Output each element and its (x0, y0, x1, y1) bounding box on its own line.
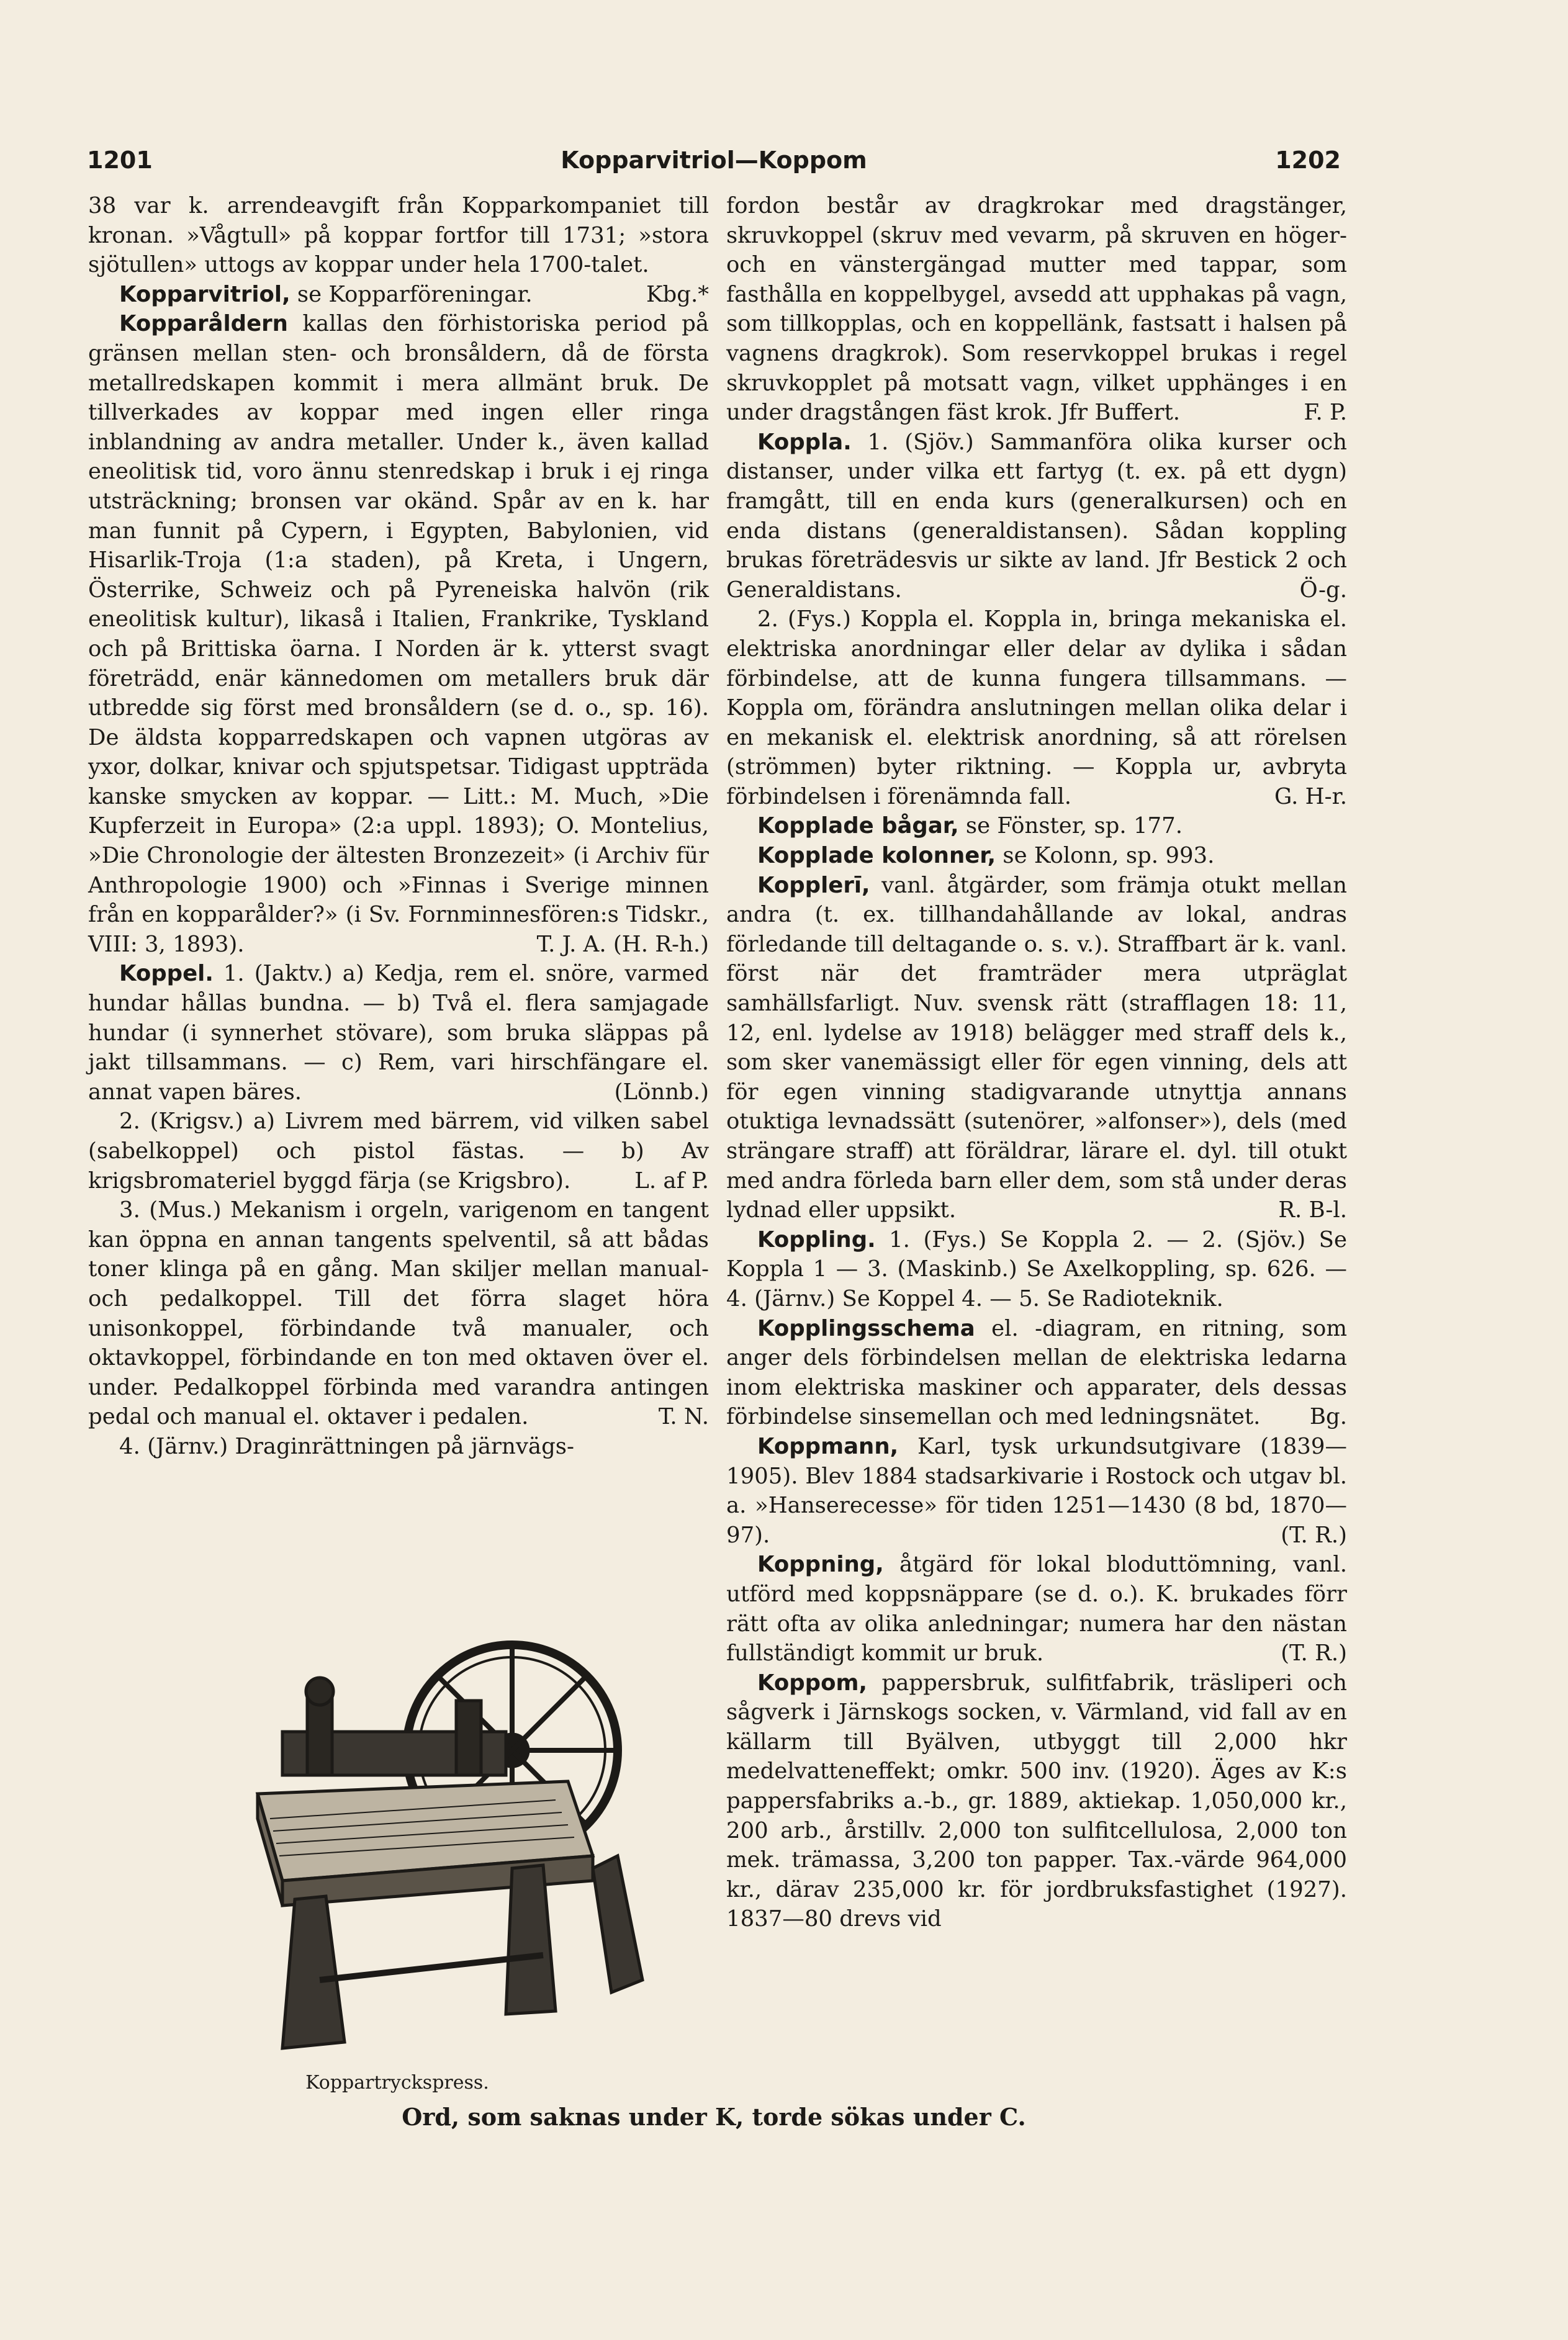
article-paragraph (726, 811, 1347, 841)
author-signature: L. af P. (634, 1168, 709, 1194)
article-paragraph (726, 191, 1347, 428)
article-text: vanl. åtgärder, som främja otukt mellan andra (t. ex. tillhandahållande av lokal, andras förledande till deltagande o. s. v.). Straffbart är k. vanl. först när det framträder mera utpräglat samhällsfarligt. Nuv. svensk rätt (strafflagen 18: 11, 12, enl. lydelse av 1918) belägger med straff dels k., som sker vanemässigt eller för egen vinning, dels att för egen vinning stadigvarande utnyttja annans otuktiga levnadssätt (sutenörer, »alfonser»), dels (med strängare straff) att föräldrar, lärare el. dyl. till otukt med andra förleda barn eller dem, som stå under deras lydnad eller uppsikt. (726, 872, 1347, 1223)
article-paragraph (726, 871, 1347, 1225)
article-paragraph (726, 1225, 1347, 1314)
author-signature: Ö-g. (1299, 577, 1347, 603)
article-paragraph (88, 280, 709, 310)
author-signature: (T. R.) (1281, 1522, 1347, 1548)
page-number-right: 1202 (1275, 146, 1341, 174)
article-text: 38 var k. arrendeavgift från Kopparkompaniet till kronan. »Vågtull» på koppar fortfor till 1731; »stora sjötullen» uttogs av koppar under hela 1700-talet. (88, 193, 709, 278)
headword: Kopplade bågar, (757, 813, 959, 839)
article-paragraph (88, 1107, 709, 1195)
article-text: pappersbruk, sulfitfabrik, träsliperi och sågverk i Järnskogs socken, v. Värmland, vid fall av en källarm till Byälven, utbyggt till 2,000 hkr medelvatteneffekt; omkr. 500 inv. (1920). Äges av K:s pappersfabriks a.-b., gr. 1889, aktiekap. 1,050,000 kr., 200 arb., årstillv. 2,000 ton sulfitcellulosa, 2,000 ton mek. trämassa, 3,200 ton papper. Tax.-värde 964,000 kr., därav 235,000 kr. för jordbruksfastighet (1927). 1837—80 drevs vid (726, 1670, 1347, 1932)
headword: Kopparvitriol, (119, 281, 291, 307)
headword: Kopplingsschema (757, 1315, 975, 1341)
article-paragraph (88, 309, 709, 959)
left-column (88, 191, 709, 1625)
headword: Koppmann, (757, 1433, 899, 1459)
author-signature: Bg. (1309, 1404, 1347, 1430)
author-signature: (T. R.) (1281, 1640, 1347, 1667)
headword: Kopparåldern (119, 311, 288, 337)
page-header (87, 146, 1341, 184)
article-paragraph (88, 1195, 709, 1432)
article-text: 1. (Sjöv.) Sammanföra olika kurser och distanser, under vilka ett fartyg (t. ex. på ett dygn) framgått, till en enda kurs (generalkursen) och en enda distans (generaldistansen). Sådan koppling brukas företrädesvis ur sikte av land. Jfr Bestick 2 och Generaldistans. (726, 429, 1347, 603)
author-signature: G. H-r. (1274, 783, 1347, 809)
article-text: se Fönster, sp. 177. (965, 813, 1183, 839)
article-paragraph (726, 841, 1347, 871)
running-title: Kopparvitriol—Koppom (561, 146, 867, 174)
article-text: åtgärd för lokal bloduttömning, vanl. utförd med koppsnäppare (se d. o.). K. brukades förr rätt ofta av olika anledningar; numera har den nästan fullständigt kommit ur bruk. (726, 1552, 1347, 1667)
article-text: 1. (Fys.) Se Koppla 2. — 2. (Sjöv.) Se Koppla 1 — 3. (Maskinb.) Se Axelkoppling, sp. 626. — 4. (Järnv.) Se Koppel 4. — 5. Se Radioteknik. (726, 1226, 1347, 1312)
headword: Koppel. (119, 961, 214, 987)
headword: Koppning, (757, 1552, 884, 1578)
headword: Koppom, (757, 1670, 867, 1696)
author-signature: (Lönnb.) (614, 1079, 709, 1105)
footer-note: Ord, som saknas under K, torde sökas under C. (402, 2103, 1026, 2131)
author-signature: F. P. (1304, 400, 1347, 426)
article-paragraph (88, 959, 709, 1107)
headword: Koppling. (757, 1226, 876, 1253)
article-text: kallas den förhistoriska period på gränsen mellan sten- och bronsåldern, då de första metallredskapen kommit i mera allmänt bruk. De tillverkades av koppar med ingen eller ringa inblandning av andra metaller. Under k., även kallad eneolitisk tid, voro ännu stenredskap i bruk i ej ringa utsträckning; bronsen var okänd. Spår av en k. har man funnit på Cypern, i Egypten, Babylonien, vid Hisarlik-Troja (1:a staden), på Kreta, i Ungern, Österrike, Schweiz och på Pyreneiska halvön (rik eneolitisk kultur), likaså i Italien, Frankrike, Tyskland och på Brittiska öarna. I Norden är k. ytterst svagt företrädd, enär kännedomen om metallers bruk där utbredde sig först med bronsåldern (se d. o., sp. 16). De äldsta kopparredskapen och vapnen utgöras av yxor, dolkar, knivar och spjutspetsar. Tidigast uppträda kanske smycken av koppar. — Litt.: M. Much, »Die Kupferzeit in Europa» (2:a uppl. 1893); O. Montelius, »Die Chronologie der ältesten Bronzezeit» (i Archiv für Anthropologie 1900) och »Finnas i Sverige minnen från en kopparålder?» (i Sv. Fornminnesfören:s Tidskr., VIII: 3, 1893). (88, 311, 709, 957)
article-text: 4. (Järnv.) Draginrättningen på järnvägs- (119, 1433, 575, 1459)
headword: Kopplade kolonner, (757, 843, 996, 869)
article-text: fordon består av dragkrokar med dragstänger, skruvkoppel (skruv med vevarm, på skruven en höger- och en vänstergängad mutter med tappar, som fasthålla en koppelbygel, avsedd att upphakas på vagn, som tillkopplas, och en koppellänk, fastsatt i halsen på vagnens dragkrok). Som reservkoppel brukas i regel skruvkopplet på motsatt vagn, vilket upphänges i en under dragstången fäst krok. Jfr Buffert. (726, 193, 1347, 426)
copper-press-illustration (245, 1632, 680, 2067)
article-paragraph (726, 605, 1347, 811)
author-signature: R. B-l. (1278, 1197, 1347, 1223)
author-signature: Kbg.* (646, 281, 709, 307)
article-paragraph (726, 1314, 1347, 1432)
headword: Koppla. (757, 429, 852, 455)
headword: Kopplerī, (757, 872, 870, 898)
article-paragraph (88, 1432, 709, 1462)
article-text: 2. (Krigsv.) a) Livrem med bärrem, vid vilken sabel (sabelkoppel) och pistol fästas. — b) Av krigsbromateriel byggd färja (se Krigsbro). (88, 1109, 709, 1194)
article-text: Karl, tysk urkundsutgivare (1839—1905). Blev 1884 stadsarkivarie i Rostock och utgav bl. a. »Hanserecesse» för tiden 1251—1430 (8 bd, 1870—97). (726, 1433, 1347, 1548)
article-paragraph (726, 1668, 1347, 1934)
article-paragraph (726, 1550, 1347, 1668)
article-text: el. -diagram, en ritning, som anger dels förbindelsen mellan de elektriska ledarna inom elektriska maskiner och apparater, dels dessas förbindelse sinsemellan och med ledningsnätet. (726, 1315, 1347, 1430)
right-column (726, 191, 1347, 1988)
article-text: 2. (Fys.) Koppla el. Koppla in, bringa mekaniska el. elektriska anordningar eller delar av dylika i sådan förbindelse, att de kunna fungera tillsammans. — Koppla om, förändra anslutningen mellan olika delar i en mekanisk el. elektrisk anordning, så att rörelsen (strömmen) byter riktning. — Koppla ur, avbryta förbindelsen i förenämnda fall. (726, 606, 1347, 809)
article-text: se Kopparföreningar. (297, 281, 533, 307)
article-text: se Kolonn, sp. 993. (1003, 843, 1215, 869)
author-signature: T. J. A. (H. R-h.) (536, 931, 709, 957)
figure-caption: Koppartryckspress. (305, 2072, 489, 2094)
article-paragraph (726, 1432, 1347, 1550)
article-text: 1. (Jaktv.) a) Kedja, rem el. snöre, varmed hundar hållas bundna. — b) Två el. flera samjagade hundar (i synnerhet stövare), som bruka släppas på jakt tillsammans. — c) Rem, vari hirschfängare el. annat vapen bäres. (88, 961, 709, 1105)
article-text: 3. (Mus.) Mekanism i orgeln, varigenom en tangent kan öppna en annan tangents spelventil, så att bådas toner klinga på en gång. Man skiljer mellan manual- och pedalkoppel. Till det förra slaget höra unisonkoppel, förbindande två manualer, och oktavkoppel, förbindande en ton med oktaven över el. under. Pedalkoppel förbinda med varandra antingen pedal och manual el. oktaver i pedalen. (88, 1197, 709, 1430)
article-paragraph (726, 428, 1347, 605)
author-signature: T. N. (658, 1404, 709, 1430)
page-number-left: 1201 (87, 146, 153, 174)
